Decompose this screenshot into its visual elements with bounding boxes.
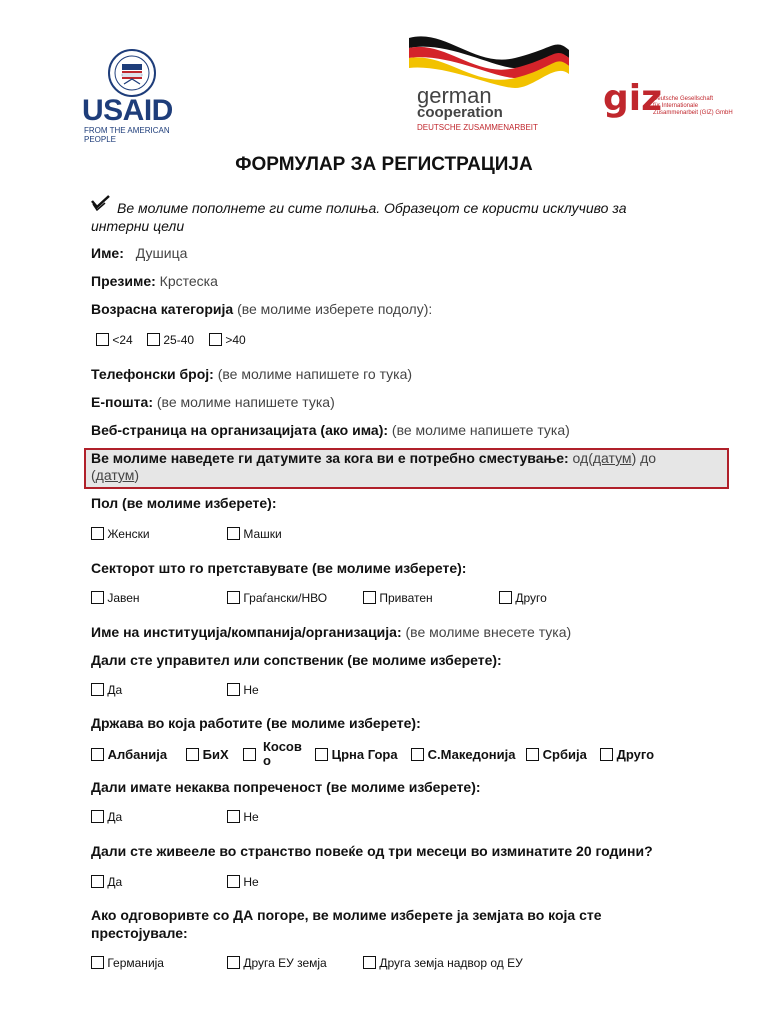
checkbox[interactable] [243,748,256,761]
dates-line1: Ве молиме наведете ги датумите за кога ви е потребно сместување: од(датум) до [91,450,657,466]
checkbox[interactable] [600,748,613,761]
checkbox[interactable] [147,333,160,346]
phone-label: Телефонски број: [91,366,214,382]
checkbox[interactable] [91,748,104,761]
email-hint[interactable]: (ве молиме напишете тука) [156,394,335,410]
checkbox[interactable] [91,527,104,540]
country-option-other[interactable]: Друго [600,747,654,762]
institution-field[interactable] [91,624,571,640]
disability-option-no[interactable]: Не [227,810,259,824]
usaid-tagline: FROM THE AMERICAN PEOPLE [84,126,170,144]
website-field[interactable] [91,422,570,438]
gender-label: Пол (ве молиме изберете): [91,495,277,511]
abroad-label: Дали сте живееле во странство повеќе од три месеци во изминатите 20 години? [91,843,653,859]
checkbox[interactable] [411,748,424,761]
giz-line2: für Internationale [653,103,699,109]
manager-option-no[interactable]: Не [227,683,259,697]
date-to-field[interactable]: датум [95,467,135,483]
checkbox[interactable] [526,748,539,761]
form-note-line2: интерни цели [91,218,185,234]
age-option-over40[interactable]: >40 [209,333,246,347]
giz-line1: Deutsche Gesellschaft [653,96,714,102]
checkbox[interactable] [315,748,328,761]
checkbox[interactable] [227,875,240,888]
email-label: Е-пошта: [91,394,153,410]
name-field[interactable] [91,245,187,261]
checkbox[interactable] [91,810,104,823]
surname-field[interactable] [91,273,218,289]
checkbox[interactable] [91,683,104,696]
checkbox[interactable] [227,683,240,696]
page-title: ФОРМУЛАР ЗА РЕГИСТРАЦИЈА [235,154,533,175]
institution-hint[interactable]: (ве молиме внесете тука) [405,624,572,640]
sector-label: Секторот што го претставувате (ве молиме изберете): [91,560,467,576]
abroad-country-option-other-eu[interactable]: Друга ЕУ земја [227,956,327,970]
checkbox[interactable] [91,591,104,604]
sector-option-other[interactable]: Друго [499,591,547,605]
manager-option-yes[interactable]: Да [91,683,122,697]
checkbox[interactable] [227,591,240,604]
surname-value[interactable]: Крстеска [159,273,218,289]
checkbox[interactable] [363,591,376,604]
checkbox[interactable] [91,956,104,969]
age-hint: (ве молиме изберете подолу): [237,301,433,317]
institution-label: Име на институција/компанија/организација: [91,624,402,640]
checkbox[interactable] [209,333,222,346]
age-label: Возрасна категорија [91,301,234,317]
deutsche-zusammenarbeit: DEUTSCHE ZUSAMMENARBEIT [417,123,538,132]
country-option-montenegro[interactable]: Црна Гора [315,747,398,762]
usaid-logo [80,48,190,144]
age-field [91,301,432,317]
gender-option-female[interactable]: Женски [91,527,150,541]
checkbox[interactable] [186,748,199,761]
checkbox[interactable] [227,527,240,540]
age-option-25-40[interactable]: 25-40 [147,333,194,347]
date-from-field[interactable]: датум [592,450,632,466]
gender-option-male[interactable]: Машки [227,527,282,541]
abroad-option-yes[interactable]: Да [91,875,122,889]
sector-option-public[interactable]: Јавен [91,591,140,605]
abroad-country-option-non-eu[interactable]: Друга земја надвор од ЕУ [363,956,523,970]
usaid-seal-icon [107,48,157,98]
website-label: Веб-страница на организацијата (ако има): [91,422,389,438]
age-option-under24[interactable]: <24 [96,333,133,347]
country-kosovo-text-line1: Косов [263,739,302,754]
disability-label: Дали имате некаква попреченост (ве молиме изберете): [91,779,481,795]
country-option-bih[interactable]: БиХ [186,747,229,762]
sector-option-private[interactable]: Приватен [363,591,433,605]
sector-option-civil[interactable]: Граѓански/НВО [227,591,327,605]
country-option-kosovo[interactable] [243,747,256,762]
german-word: german [417,83,492,108]
country-option-albania[interactable]: Албанија [91,747,167,762]
usaid-wordmark: USAID [82,94,173,127]
abroad-country-label-line2: престојувале: [91,925,188,941]
checkbox[interactable] [96,333,109,346]
country-kosovo-text-line2: о [263,753,271,768]
checkbox[interactable] [227,956,240,969]
giz-line3: Zusammenarbeit (GIZ) GmbH [653,110,733,116]
name-value[interactable]: Душица [135,245,188,261]
manager-label: Дали сте управител или сопственик (ве молиме изберете): [91,652,502,668]
checkbox[interactable] [363,956,376,969]
form-note-line1: Ве молиме пополнете ги сите полиња. Образецот се користи исклучиво за [117,200,627,216]
german-cooperation-logo [405,28,595,138]
giz-logo [603,78,743,130]
country-option-serbia[interactable]: Србија [526,747,587,762]
country-option-macedonia[interactable]: С.Македонија [411,747,515,762]
country-label: Држава во која работите (ве молиме изберете): [91,715,421,731]
checkbox[interactable] [499,591,512,604]
website-hint[interactable]: (ве молиме напишете тука) [391,422,570,438]
giz-wordmark: giz [603,78,663,119]
dates-line2: (датум) [91,467,140,483]
email-field[interactable] [91,394,335,410]
name-label: Име: [91,245,124,261]
checkbox[interactable] [91,875,104,888]
abroad-country-label-line1: Ако одговоривте со ДА погоре, ве молиме изберете ја земјата во која сте [91,907,602,923]
abroad-country-option-germany[interactable]: Германија [91,956,164,970]
checkbox[interactable] [227,810,240,823]
dates-label: Ве молиме наведете ги датумите за кога ви е потребно сместување: [91,450,569,466]
disability-option-yes[interactable]: Да [91,810,122,824]
abroad-option-no[interactable]: Не [227,875,259,889]
phone-hint[interactable]: (ве молиме напишете го тука) [217,366,413,382]
surname-label: Презиме: [91,273,156,289]
checkmark-icon [91,195,111,211]
phone-field[interactable] [91,366,412,382]
cooperation-word: cooperation [417,104,503,121]
